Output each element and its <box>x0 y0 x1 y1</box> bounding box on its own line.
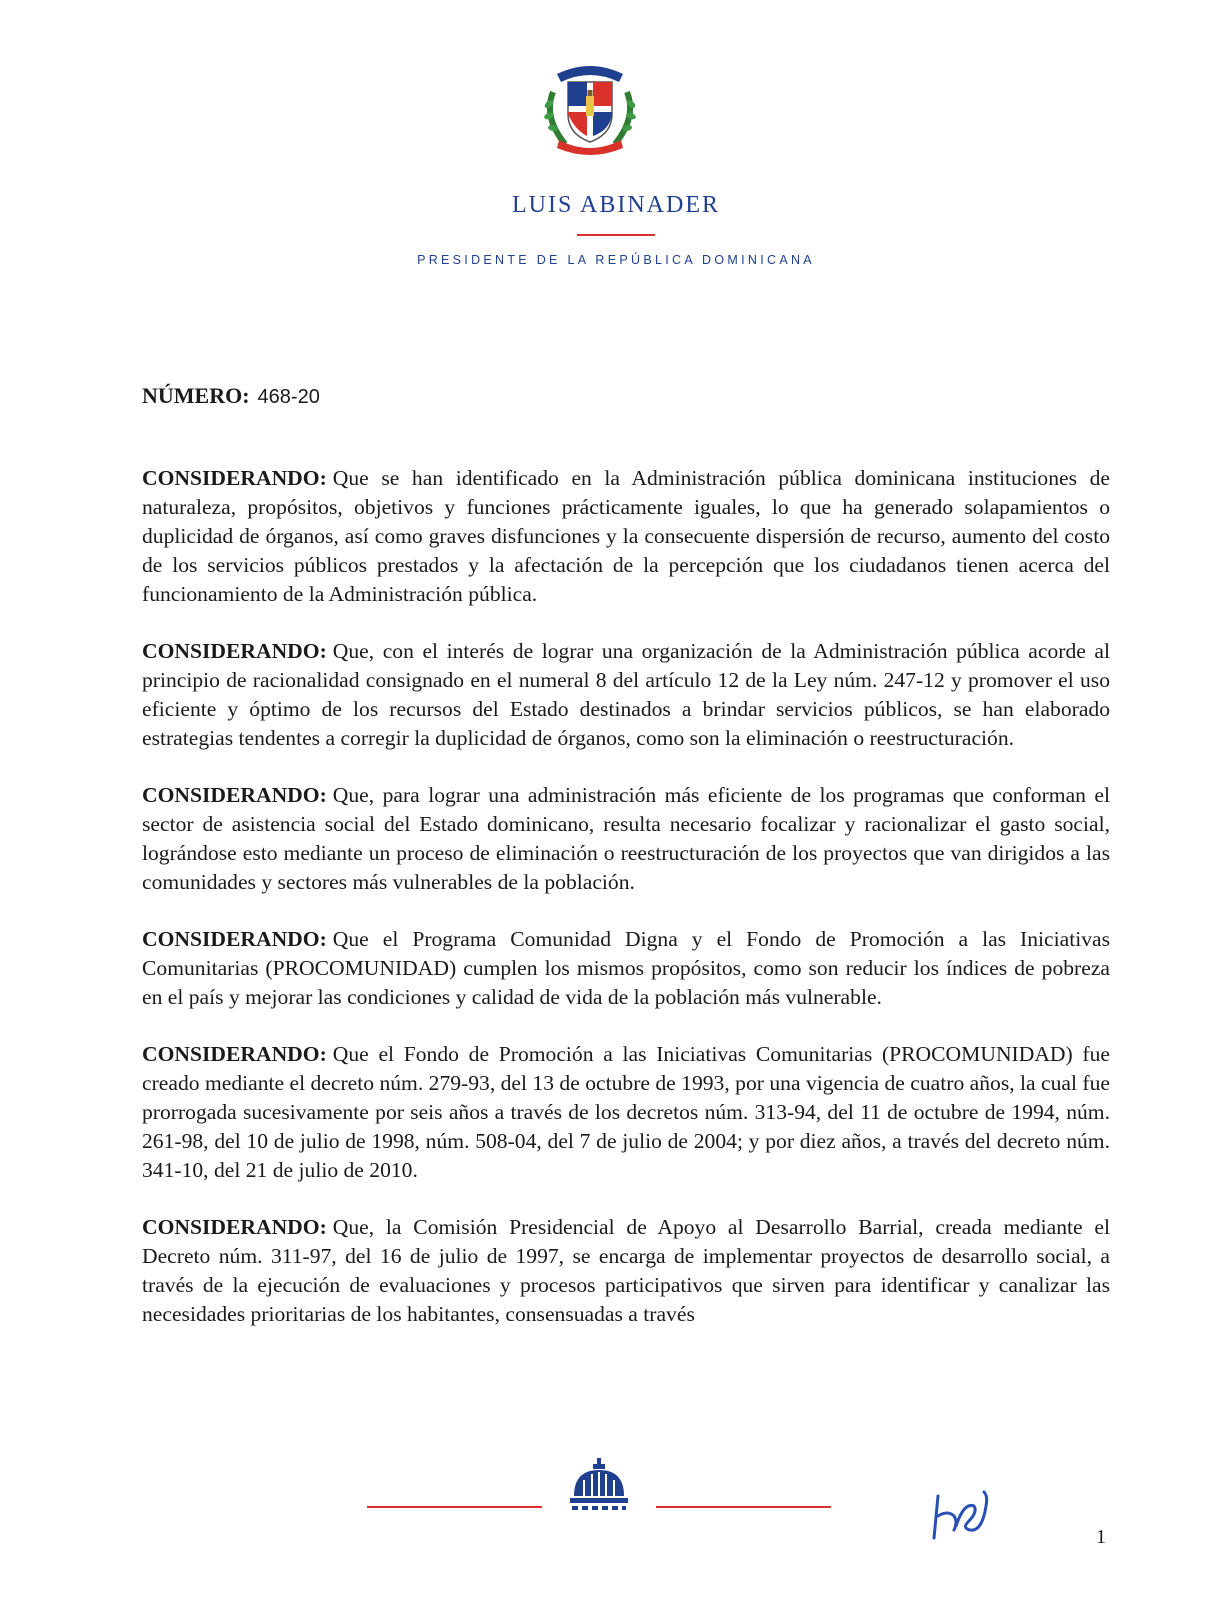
paragraph-text: Que el Programa Comunidad Digna y el Fondo de Promoción a las Iniciativas Comunitarias (PROCOMUNIDAD) cumplen los mismos propósitos, como son reducir los índices de pobreza en el país y mejorar las condiciones y calidad de vida de la población más vulnerable. <box>142 927 1110 1009</box>
considerando-paragraph-4 <box>142 925 1110 1012</box>
initials-signature <box>924 1472 1000 1548</box>
considerando-paragraph-5 <box>142 1040 1110 1185</box>
paragraph-text: Que, la Comisión Presidencial de Apoyo al Desarrollo Barrial, creada mediante el Decreto núm. 311-97, del 16 de julio de 1997, se encarga de implementar proyectos de desarrollo social, a través de la ejecución de evaluaciones y procesos participativos que sirven para identificar y canalizar las necesidades prioritarias de los habitantes, consensuadas a través <box>142 1215 1110 1326</box>
considerando-paragraph-2 <box>142 637 1110 753</box>
paragraph-text: Que, para lograr una administración más eficiente de los programas que conforman el sector de asistencia social del Estado dominicano, resulta necesario focalizar y racionalizar el gasto social, lográndose esto mediante un proceso de eliminación o reestructuración de los proyectos que van dirigidos a las comunidades y sectores más vulnerables de la población. <box>142 783 1110 894</box>
decree-number <box>142 383 320 409</box>
paragraph-text: Que se han identificado en la Administración pública dominicana instituciones de naturaleza, propósitos, objetivos y funciones prácticamente iguales, lo que ha generado solapamientos o duplicidad de órganos, así como graves disfunciones y la consecuente dispersión de recurso, aumento del costo de los servicios públicos prestados y la afectación de la percepción que los ciudadanos tienen acerca del funcionamiento de la Administración pública. <box>142 466 1110 606</box>
president-title: PRESIDENTE DE LA REPÚBLICA DOMINICANA <box>417 253 815 267</box>
page-number: 1 <box>1096 1526 1106 1548</box>
document-body <box>142 464 1110 1357</box>
paragraph-keyword: CONSIDERANDO: <box>142 927 327 951</box>
footer-rule-left <box>367 1506 542 1508</box>
paragraph-text: Que el Fondo de Promoción a las Iniciativas Comunitarias (PROCOMUNIDAD) fue creado mediante el decreto núm. 279-93, del 13 de octubre de 1993, por una vigencia de cuatro años, la cual fue prorrogada sucesivamente por seis años a través de los decretos núm. 313-94, del 11 de octubre de 1994, núm. 261-98, del 10 de julio de 1998, núm. 508-04, del 7 de julio de 2004; y por diez años, a través del decreto núm. 341-10, del 21 de julio de 2010. <box>142 1042 1110 1182</box>
name-divider <box>577 234 655 236</box>
decree-number-label: NÚMERO: <box>142 383 250 408</box>
paragraph-keyword: CONSIDERANDO: <box>142 1215 327 1239</box>
considerando-paragraph-3 <box>142 781 1110 897</box>
paragraph-keyword: CONSIDERANDO: <box>142 466 327 490</box>
paragraph-keyword: CONSIDERANDO: <box>142 1042 327 1066</box>
coat-of-arms-icon <box>535 52 645 162</box>
footer-rule-right <box>656 1506 831 1508</box>
paragraph-keyword: CONSIDERANDO: <box>142 783 327 807</box>
paragraph-keyword: CONSIDERANDO: <box>142 639 327 663</box>
considerando-paragraph-6 <box>142 1213 1110 1329</box>
dome-icon <box>566 1458 632 1518</box>
decree-number-value: 468-20 <box>257 386 320 408</box>
paragraph-text: Que, con el interés de lograr una organización de la Administración pública acorde al principio de racionalidad consignado en el numeral 8 del artículo 12 de la Ley núm. 247-12 y promover el uso eficiente y óptimo de los recursos del Estado destinados a brindar servicios públicos, se han elaborado estrategias tendentes a corregir la duplicidad de órganos, como son la eliminación o reestructuración. <box>142 639 1110 750</box>
president-name: LUIS ABINADER <box>511 192 720 218</box>
considerando-paragraph-1 <box>142 464 1110 609</box>
